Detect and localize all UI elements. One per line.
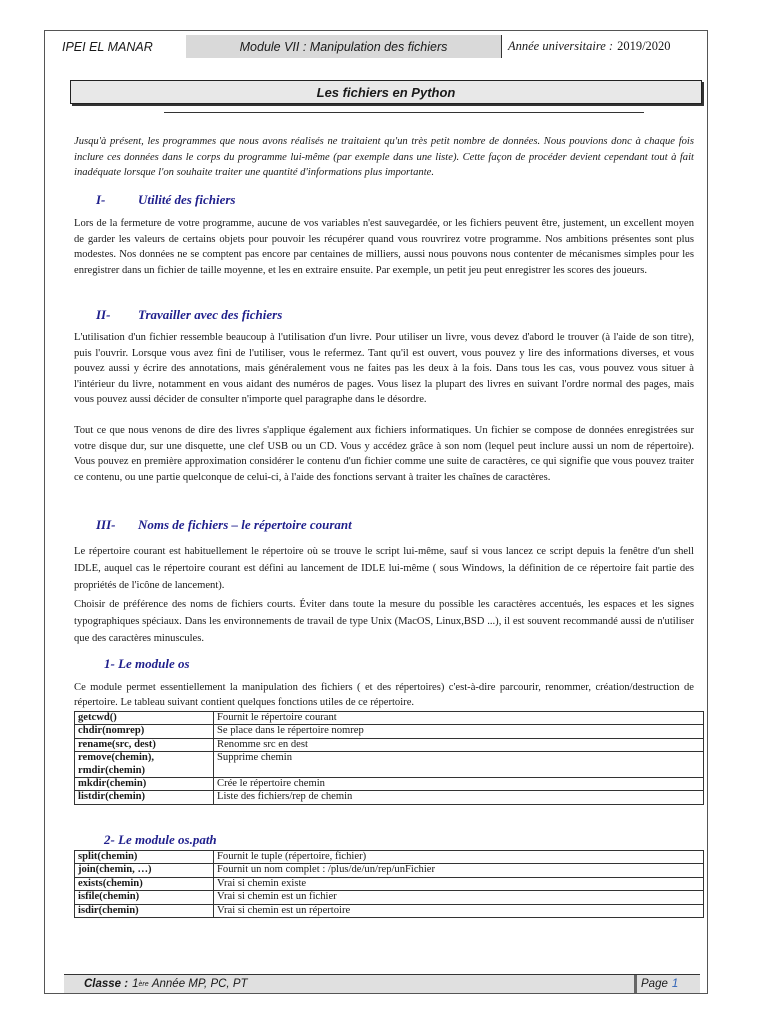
function-desc: Vrai si chemin est un fichier [214,891,704,904]
function-desc: Renomme src en dest [214,738,704,751]
footer-page [634,975,700,993]
function-desc: Fournit le répertoire courant [214,712,704,725]
footer-classe-rest: Année MP, PC, PT [151,978,248,990]
function-name: isdir(chemin) [75,904,214,917]
function-desc: Crée le répertoire chemin [214,778,704,791]
function-desc: Fournit un nom complet : /plus/de/un/rep/unFichier [214,864,704,877]
table-row [75,725,704,738]
header-module: Module VII : Manipulation des fichiers [186,35,502,58]
footer-classe-sup: ère [138,980,149,988]
function-name: getcwd() [75,712,214,725]
footer-page-number: 1 [671,978,679,990]
table-row [75,904,704,917]
function-desc: Vrai si chemin existe [214,877,704,890]
section-2-heading [96,307,282,323]
function-name: chdir(nomrep) [75,725,214,738]
table-row [75,712,704,725]
section-1-text: Lors de la fermeture de votre programme, aucune de vos variables n'est sauvegardée, or les fichiers peuvent être, justement, un excellent moyen de garder les valeurs de certains objets pour pouvoir les récupérer quand vous rouvrirez votre programme. Nos ambitions présentes sont plus modestes. Nos données ne se comptent pas encore par centaines de milliers, aussi nous pouvons nous contenter de mécanismes simples pour les enregistrer dans un fichier de taille moyenne, et les en extraire ensuite. Par exemple, un petit jeu peut enregistrer les scores des joueurs. [74,218,694,276]
section-3-text-2: Choisir de préférence des noms de fichiers courts. Éviter dans toute la mesure du possible les caractères accentués, les espaces et les signes typographiques spéciaux. Dans les environnements de travail de type Unix (MacOS, Linux,BSD ...), il est souvent recommandé aussi de n'utiliser que des caractères minuscules. [74,599,694,644]
footer-classe [64,975,634,993]
function-name: split(chemin) [75,851,214,864]
section-1-heading [96,192,236,208]
function-name: mkdir(chemin) [75,778,214,791]
function-desc: Supprime chemin [214,752,704,778]
page-title: Les fichiers en Python [70,80,702,104]
page-footer [64,974,700,993]
section-2-number: II- [96,307,111,322]
section-3-text-1: Le répertoire courant est habituellement le répertoire où se trouve le script lui-même, sauf si vous lancez ce script depuis la fenêtre d'un shell IDLE, auquel cas le répertoire courant est défini au lancement de IDLE lui-même ( sous Windows, la définition de ce répertoire fait partie des propriétés de l'icône de lancement). [74,546,694,591]
function-desc: Vrai si chemin est un répertoire [214,904,704,917]
table-row [75,864,704,877]
title-rule [164,112,644,113]
header-school: IPEI EL MANAR [62,39,153,54]
table-row [75,752,704,778]
os-functions-table [74,711,704,805]
function-name: join(chemin, …) [75,864,214,877]
subsection-1-text: Ce module permet essentiellement la manipulation des fichiers ( et des répertoires) c'est-à-dire parcourir, renommer, création/destruction de répertoire. Le tableau suivant contient quelques fonctions utiles de ce répertoire. [74,682,694,708]
function-name: isfile(chemin) [75,891,214,904]
section-1-title: Utilité des fichiers [138,192,236,207]
section-2-text-1: L'utilisation d'un fichier ressemble beaucoup à l'utilisation d'un livre. Pour utiliser un livre, vous devez d'abord le trouver (à l'aide de son titre), puis l'ouvrir. Lorsque vous avez fini de l'utiliser, vous le refermez. Tant qu'il est ouvert, vous pouvez y lire des informations diverses, et vous pouvez aussi y écrire des annotations, mais généralement vous ne faites pas les deux à la fois. Dans tous les cas, vous pouvez vous situer à l'intérieur du livre, notamment en vous aidant des numéros de pages. Vous lisez la plupart des livres en suivant l'ordre normal des pages, mais vous pouvez aussi décider de consulter n'importe quel paragraphe dans le désordre. [74,332,694,406]
page-header [58,35,706,58]
header-year-value: 2019/2020 [617,39,671,53]
section-3-title: Noms de fichiers – le répertoire courant [138,517,352,532]
table-row [75,791,704,804]
function-name-line-2: rmdir(chemin) [78,764,146,776]
table-row [75,851,704,864]
table-row [75,738,704,751]
header-year [502,35,706,58]
function-name [75,752,214,778]
footer-page-label: Page [641,978,668,990]
function-name-line-1: remove(chemin), [78,752,154,764]
os-path-functions-table [74,850,704,918]
table-row [75,877,704,890]
subsection-1-title: 1- Le module os [104,656,190,671]
footer-classe-num: 1 [132,978,139,990]
table-row [75,891,704,904]
header-year-label: Année universitaire : [508,39,614,53]
function-desc: Liste des fichiers/rep de chemin [214,791,704,804]
function-desc: Se place dans le répertoire nomrep [214,725,704,738]
intro-paragraph: Jusqu'à présent, les programmes que nous avons réalisés ne traitaient qu'un très petit nombre de données. Nous pouvions donc à chaque fois inclure ces données dans le corps du programme lui-même (par exemple dans une liste). Cette façon de procéder devient cependant tout à fait inadéquate lorsque l'on souhaite traiter une quantité d'informations plus importante. [74,136,694,179]
function-desc: Fournit le tuple (répertoire, fichier) [214,851,704,864]
section-3-number: III- [96,517,116,532]
function-name: exists(chemin) [75,877,214,890]
section-2-text-2: Tout ce que nous venons de dire des livres s'applique également aux fichiers informatiques. Un fichier se compose de données enregistrées sur votre disque dur, sur une disquette, une clef USB ou un CD. Vous y accédez grâce à son nom (lequel peut inclure aussi un nom de répertoire). Vous pouvez en première approximation considérer le contenu d'un fichier comme une suite de caractères, ce qui signifie que vous pouvez traiter ce contenu, ou une partie quelconque de celui-ci, à l'aide des fonctions servant à traiter les chaînes de caractères. [74,425,694,483]
section-3-heading [96,517,352,533]
subsection-2-title: 2- Le module os.path [104,832,217,847]
function-name: listdir(chemin) [75,791,214,804]
function-name: rename(src, dest) [75,738,214,751]
table-row [75,778,704,791]
section-2-title: Travailler avec des fichiers [138,307,283,322]
footer-classe-label: Classe : [84,978,129,990]
section-1-number: I- [96,192,106,207]
